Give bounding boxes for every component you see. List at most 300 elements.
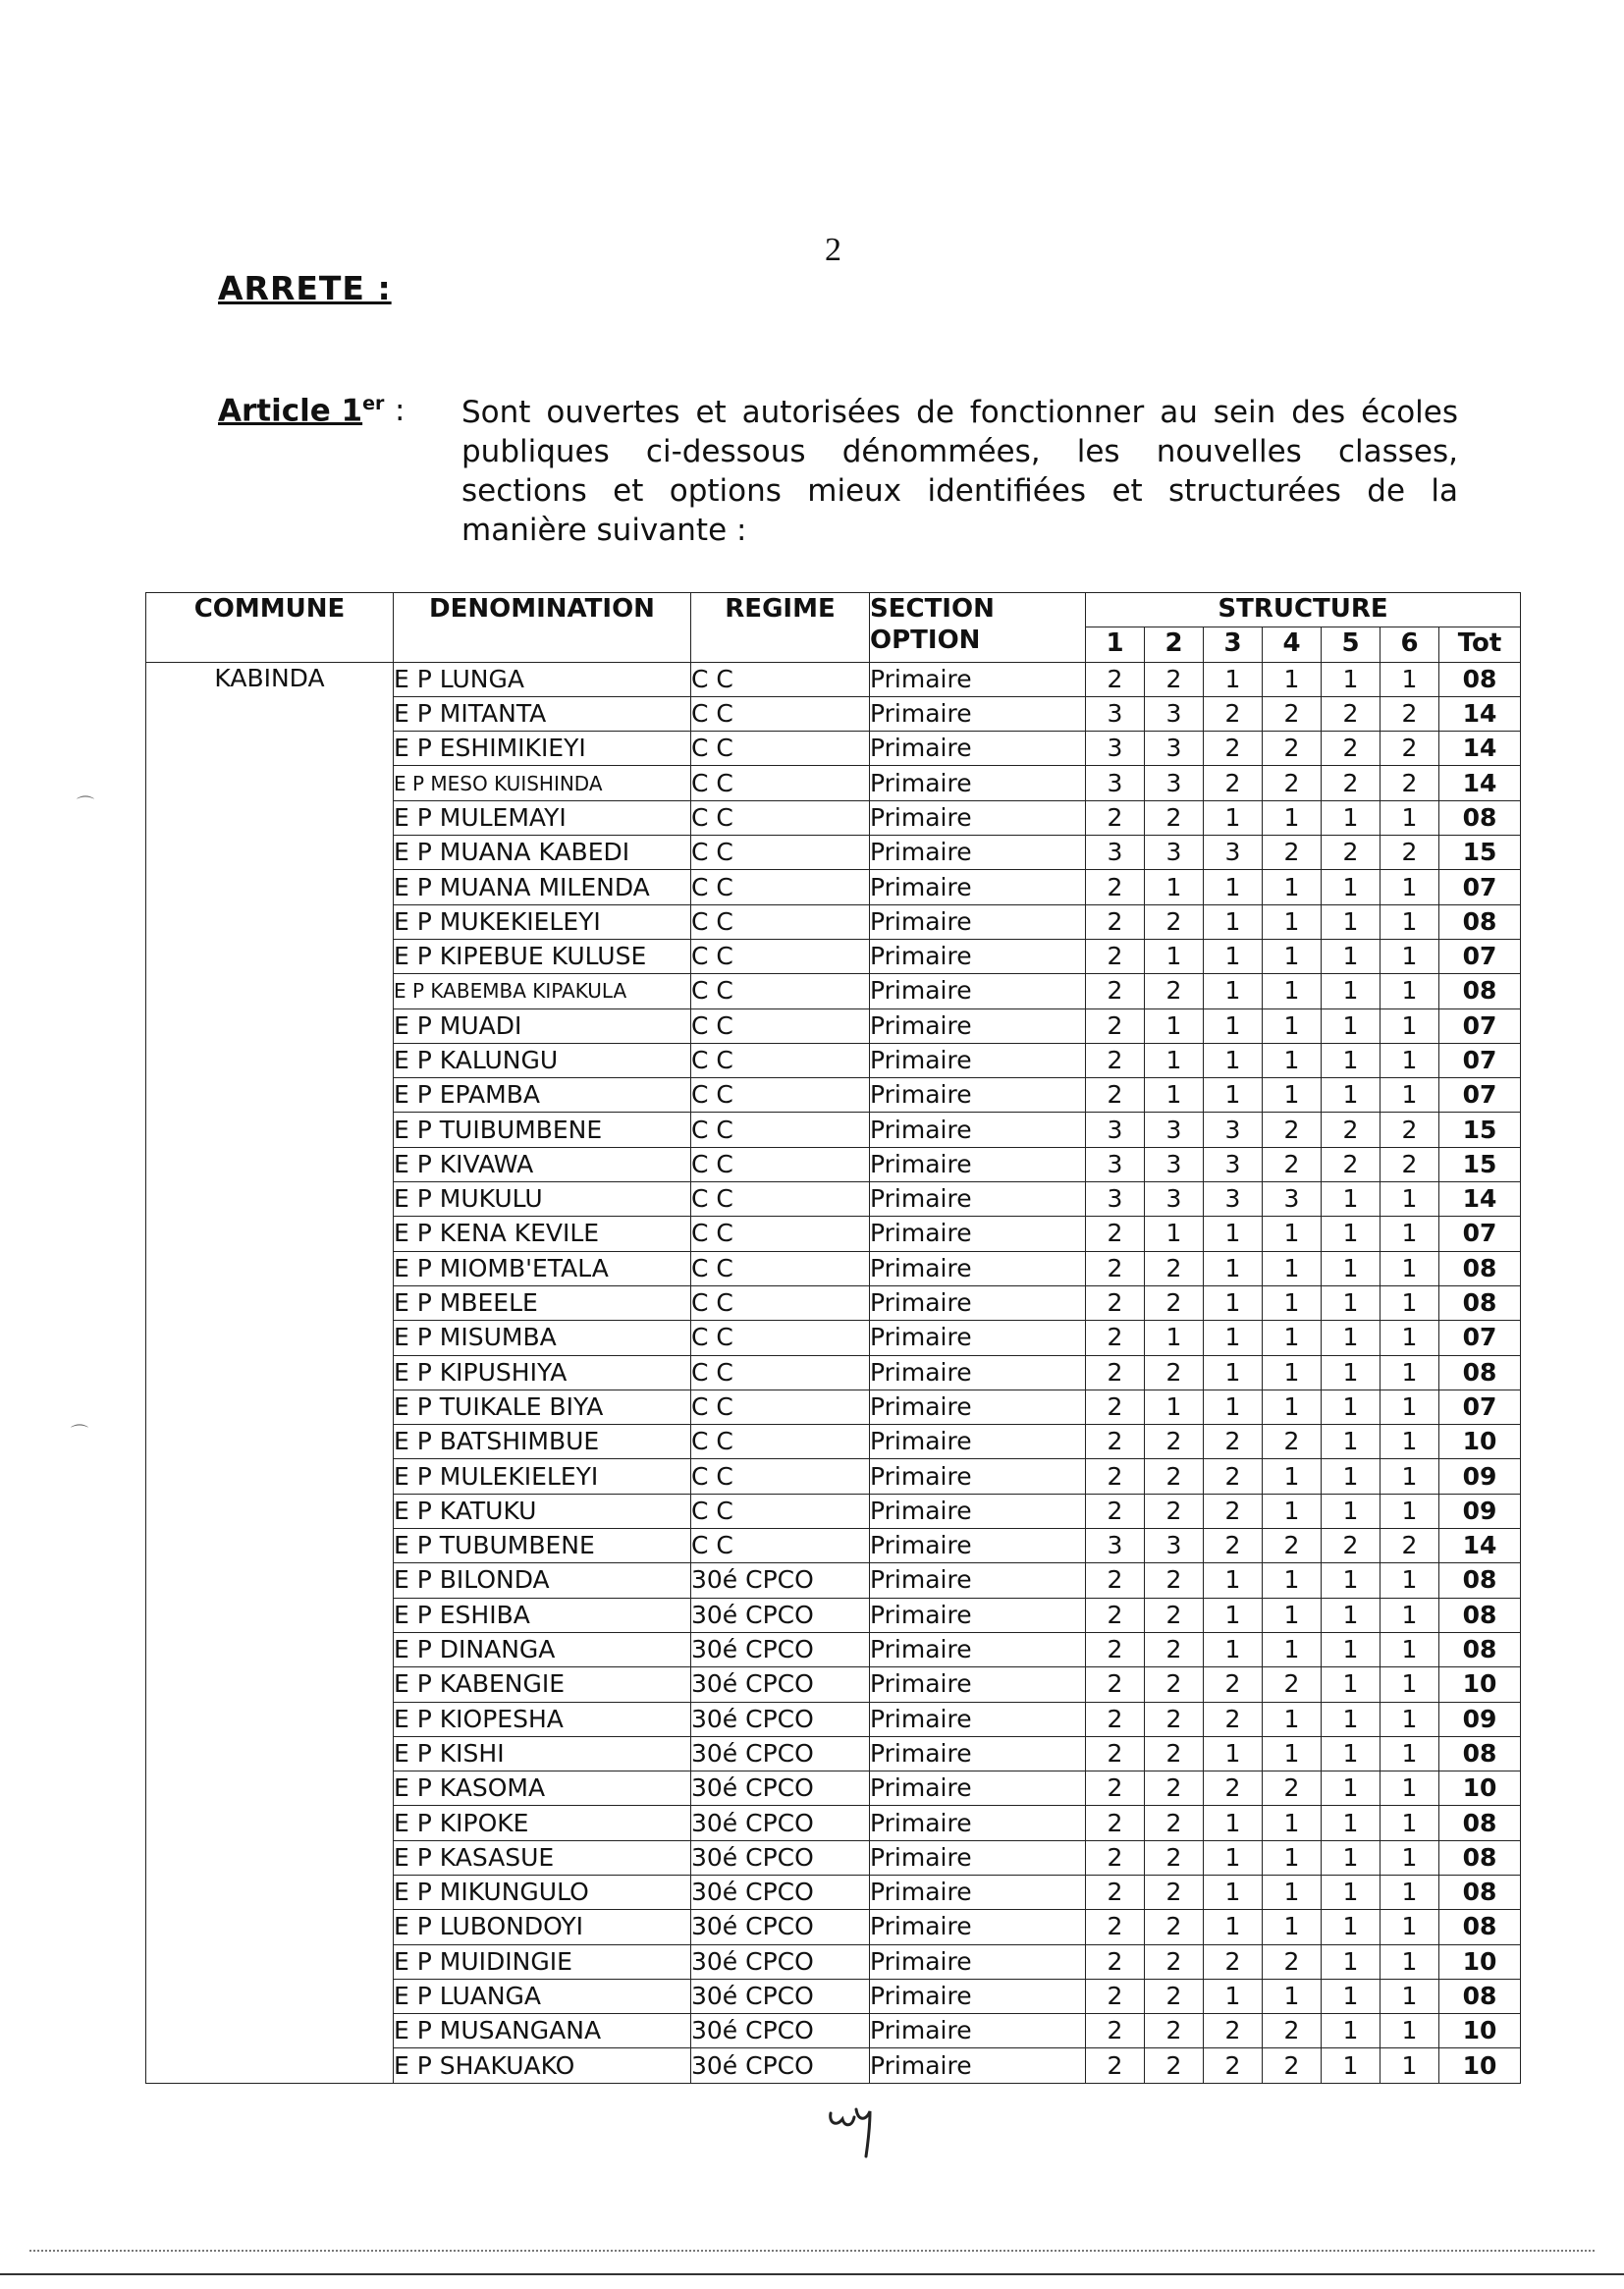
structure-cell-2: 3 [1145, 836, 1204, 870]
structure-cell-5: 1 [1322, 1979, 1380, 2013]
structure-cell-3: 1 [1204, 939, 1263, 973]
total-cell: 14 [1439, 732, 1521, 766]
structure-cell-1: 2 [1086, 904, 1145, 939]
structure-cell-3: 1 [1204, 1632, 1263, 1666]
total-cell: 08 [1439, 1910, 1521, 1944]
school-name-cell: E P TUIKALE BIYA [394, 1390, 691, 1424]
structure-cell-1: 2 [1086, 1390, 1145, 1424]
structure-cell-4: 1 [1263, 870, 1322, 904]
total-cell: 10 [1439, 2048, 1521, 2083]
regime-cell: C C [691, 1494, 870, 1528]
total-cell: 08 [1439, 904, 1521, 939]
structure-cell-3: 1 [1204, 1840, 1263, 1875]
school-name-cell: E P KIPUSHIYA [394, 1355, 691, 1390]
structure-cell-3: 1 [1204, 1806, 1263, 1840]
signature-initials [823, 2092, 892, 2160]
total-cell: 07 [1439, 1043, 1521, 1077]
structure-cell-5: 1 [1322, 1425, 1380, 1459]
total-cell: 10 [1439, 1944, 1521, 1979]
regime-cell: 30é CPCO [691, 1840, 870, 1875]
structure-cell-2: 3 [1145, 732, 1204, 766]
structure-cell-6: 2 [1380, 1529, 1439, 1563]
regime-cell: C C [691, 1078, 870, 1113]
structure-cell-3: 2 [1204, 1529, 1263, 1563]
structure-cell-5: 1 [1322, 1771, 1380, 1806]
school-name-cell: E P DINANGA [394, 1632, 691, 1666]
total-cell: 15 [1439, 1113, 1521, 1147]
structure-cell-5: 1 [1322, 1251, 1380, 1285]
total-cell: 07 [1439, 1390, 1521, 1424]
section-cell: Primaire [870, 1217, 1086, 1251]
header-col-3: 3 [1204, 627, 1263, 662]
regime-cell: 30é CPCO [691, 1910, 870, 1944]
school-name-cell: E P KIVAWA [394, 1147, 691, 1181]
structure-cell-4: 1 [1263, 904, 1322, 939]
structure-cell-3: 2 [1204, 696, 1263, 731]
structure-cell-1: 2 [1086, 1043, 1145, 1077]
school-name-cell: E P MUADI [394, 1008, 691, 1043]
regime-cell: C C [691, 1251, 870, 1285]
total-cell: 07 [1439, 1321, 1521, 1355]
structure-cell-3: 2 [1204, 732, 1263, 766]
total-cell: 08 [1439, 1840, 1521, 1875]
regime-cell: 30é CPCO [691, 1736, 870, 1771]
structure-cell-6: 1 [1380, 1043, 1439, 1077]
header-denomination: DENOMINATION [394, 593, 691, 663]
structure-cell-5: 1 [1322, 1910, 1380, 1944]
structure-cell-6: 1 [1380, 1355, 1439, 1390]
article-label-superscript: er [362, 393, 385, 414]
structure-cell-5: 1 [1322, 1078, 1380, 1113]
structure-cell-2: 1 [1145, 1217, 1204, 1251]
structure-cell-2: 2 [1145, 1494, 1204, 1528]
section-cell: Primaire [870, 904, 1086, 939]
section-cell: Primaire [870, 1667, 1086, 1702]
total-cell: 15 [1439, 1147, 1521, 1181]
regime-cell: C C [691, 1043, 870, 1077]
structure-cell-4: 1 [1263, 1910, 1322, 1944]
section-cell: Primaire [870, 1425, 1086, 1459]
structure-cell-5: 1 [1322, 1563, 1380, 1598]
structure-cell-4: 2 [1263, 1147, 1322, 1181]
structure-cell-4: 1 [1263, 974, 1322, 1008]
structure-cell-6: 1 [1380, 2014, 1439, 2048]
structure-cell-6: 1 [1380, 1182, 1439, 1217]
structure-cell-4: 1 [1263, 1494, 1322, 1528]
structure-cell-5: 2 [1322, 1113, 1380, 1147]
decree-heading: ARRETE : [218, 269, 392, 307]
structure-cell-4: 1 [1263, 1321, 1322, 1355]
regime-cell: 30é CPCO [691, 1771, 870, 1806]
school-name-cell: E P BILONDA [394, 1563, 691, 1598]
section-cell: Primaire [870, 696, 1086, 731]
section-cell: Primaire [870, 1910, 1086, 1944]
structure-cell-1: 2 [1086, 2014, 1145, 2048]
section-cell: Primaire [870, 1390, 1086, 1424]
structure-cell-4: 2 [1263, 732, 1322, 766]
structure-cell-2: 3 [1145, 1182, 1204, 1217]
structure-cell-5: 1 [1322, 1875, 1380, 1909]
structure-cell-6: 2 [1380, 1113, 1439, 1147]
header-col-1: 1 [1086, 627, 1145, 662]
school-name-cell: E P TUIBUMBENE [394, 1113, 691, 1147]
structure-cell-5: 1 [1322, 1736, 1380, 1771]
structure-cell-2: 2 [1145, 904, 1204, 939]
structure-cell-6: 2 [1380, 732, 1439, 766]
structure-cell-5: 1 [1322, 904, 1380, 939]
structure-cell-5: 1 [1322, 939, 1380, 973]
total-cell: 08 [1439, 1632, 1521, 1666]
structure-cell-2: 3 [1145, 1113, 1204, 1147]
structure-cell-2: 2 [1145, 800, 1204, 835]
structure-cell-3: 1 [1204, 800, 1263, 835]
structure-cell-1: 2 [1086, 662, 1145, 696]
regime-cell: C C [691, 1529, 870, 1563]
structure-cell-4: 1 [1263, 1285, 1322, 1320]
header-structure: STRUCTURE [1086, 593, 1521, 627]
school-name-cell: E P MIKUNGULO [394, 1875, 691, 1909]
structure-cell-6: 2 [1380, 766, 1439, 800]
total-cell: 08 [1439, 662, 1521, 696]
total-cell: 14 [1439, 766, 1521, 800]
regime-cell: 30é CPCO [691, 1563, 870, 1598]
section-cell: Primaire [870, 836, 1086, 870]
school-name-cell: E P SHAKUAKO [394, 2048, 691, 2083]
regime-cell: 30é CPCO [691, 1979, 870, 2013]
structure-cell-6: 2 [1380, 836, 1439, 870]
total-cell: 08 [1439, 1251, 1521, 1285]
structure-cell-6: 1 [1380, 1771, 1439, 1806]
structure-cell-6: 1 [1380, 1494, 1439, 1528]
school-name-cell: E P MUSANGANA [394, 2014, 691, 2048]
structure-cell-4: 1 [1263, 662, 1322, 696]
school-name-cell: E P KIOPESHA [394, 1702, 691, 1736]
total-cell: 07 [1439, 1217, 1521, 1251]
structure-cell-6: 1 [1380, 662, 1439, 696]
regime-cell: C C [691, 800, 870, 835]
structure-cell-5: 1 [1322, 1944, 1380, 1979]
structure-cell-2: 2 [1145, 1355, 1204, 1390]
header-regime: REGIME [691, 593, 870, 663]
school-name-cell: E P MUANA KABEDI [394, 836, 691, 870]
structure-cell-2: 1 [1145, 870, 1204, 904]
section-cell: Primaire [870, 1494, 1086, 1528]
school-name-cell: E P KIPOKE [394, 1806, 691, 1840]
regime-cell: C C [691, 696, 870, 731]
structure-cell-6: 1 [1380, 1910, 1439, 1944]
structure-cell-3: 1 [1204, 662, 1263, 696]
regime-cell: 30é CPCO [691, 1806, 870, 1840]
total-cell: 07 [1439, 939, 1521, 973]
structure-cell-6: 1 [1380, 974, 1439, 1008]
structure-cell-1: 2 [1086, 1078, 1145, 1113]
section-cell: Primaire [870, 1736, 1086, 1771]
header-col-4: 4 [1263, 627, 1322, 662]
structure-cell-1: 2 [1086, 800, 1145, 835]
structure-cell-5: 1 [1322, 662, 1380, 696]
section-cell: Primaire [870, 2048, 1086, 2083]
structure-cell-2: 3 [1145, 766, 1204, 800]
regime-cell: C C [691, 732, 870, 766]
school-name-cell: E P KIPEBUE KULUSE [394, 939, 691, 973]
structure-cell-1: 2 [1086, 1632, 1145, 1666]
section-cell: Primaire [870, 1321, 1086, 1355]
structure-cell-4: 1 [1263, 939, 1322, 973]
section-cell: Primaire [870, 1563, 1086, 1598]
regime-cell: C C [691, 939, 870, 973]
total-cell: 10 [1439, 2014, 1521, 2048]
structure-cell-6: 1 [1380, 2048, 1439, 2083]
school-name-cell: E P LUANGA [394, 1979, 691, 2013]
structure-cell-2: 2 [1145, 1840, 1204, 1875]
section-cell: Primaire [870, 766, 1086, 800]
commune-cell: KABINDA [146, 662, 394, 2083]
regime-cell: C C [691, 1217, 870, 1251]
structure-cell-1: 2 [1086, 1944, 1145, 1979]
structure-cell-1: 2 [1086, 1979, 1145, 2013]
structure-cell-6: 1 [1380, 1702, 1439, 1736]
regime-cell: C C [691, 1285, 870, 1320]
section-cell: Primaire [870, 1529, 1086, 1563]
structure-cell-1: 2 [1086, 1875, 1145, 1909]
regime-cell: C C [691, 662, 870, 696]
total-cell: 10 [1439, 1667, 1521, 1702]
regime-cell: C C [691, 1321, 870, 1355]
structure-cell-4: 2 [1263, 1113, 1322, 1147]
structure-cell-3: 2 [1204, 2014, 1263, 2048]
structure-cell-3: 1 [1204, 1078, 1263, 1113]
section-cell: Primaire [870, 939, 1086, 973]
section-cell: Primaire [870, 1008, 1086, 1043]
section-cell: Primaire [870, 1598, 1086, 1632]
regime-cell: 30é CPCO [691, 1702, 870, 1736]
structure-cell-4: 2 [1263, 836, 1322, 870]
total-cell: 08 [1439, 1285, 1521, 1320]
total-cell: 08 [1439, 1598, 1521, 1632]
school-name-cell: E P LUNGA [394, 662, 691, 696]
structure-cell-4: 1 [1263, 1632, 1322, 1666]
structure-cell-4: 1 [1263, 1702, 1322, 1736]
structure-cell-6: 1 [1380, 1667, 1439, 1702]
structure-cell-4: 1 [1263, 1459, 1322, 1494]
structure-cell-1: 2 [1086, 1702, 1145, 1736]
total-cell: 08 [1439, 1736, 1521, 1771]
structure-cell-1: 3 [1086, 1529, 1145, 1563]
structure-cell-5: 1 [1322, 2014, 1380, 2048]
structure-cell-3: 1 [1204, 1043, 1263, 1077]
structure-cell-6: 1 [1380, 1840, 1439, 1875]
article-colon: : [395, 393, 406, 428]
structure-cell-2: 2 [1145, 1632, 1204, 1666]
structure-cell-3: 2 [1204, 1459, 1263, 1494]
structure-cell-3: 1 [1204, 1008, 1263, 1043]
structure-cell-5: 1 [1322, 1459, 1380, 1494]
regime-cell: C C [691, 1182, 870, 1217]
structure-cell-3: 2 [1204, 1425, 1263, 1459]
school-name-cell: E P BATSHIMBUE [394, 1425, 691, 1459]
structure-cell-5: 1 [1322, 1043, 1380, 1077]
structure-cell-5: 1 [1322, 974, 1380, 1008]
structure-cell-4: 2 [1263, 696, 1322, 731]
structure-cell-4: 1 [1263, 1355, 1322, 1390]
structure-cell-4: 1 [1263, 1806, 1322, 1840]
structure-cell-3: 1 [1204, 870, 1263, 904]
structure-cell-4: 1 [1263, 1736, 1322, 1771]
structure-cell-4: 1 [1263, 1840, 1322, 1875]
structure-cell-2: 2 [1145, 1598, 1204, 1632]
structure-cell-3: 1 [1204, 1910, 1263, 1944]
regime-cell: C C [691, 1355, 870, 1390]
structure-cell-4: 1 [1263, 1598, 1322, 1632]
structure-cell-3: 3 [1204, 1147, 1263, 1181]
school-name-cell: E P MUIDINGIE [394, 1944, 691, 1979]
structure-cell-6: 1 [1380, 1078, 1439, 1113]
regime-cell: 30é CPCO [691, 2048, 870, 2083]
total-cell: 09 [1439, 1702, 1521, 1736]
structure-cell-5: 1 [1322, 1494, 1380, 1528]
regime-cell: C C [691, 836, 870, 870]
school-name-cell: E P MULEMAYI [394, 800, 691, 835]
section-cell: Primaire [870, 1078, 1086, 1113]
school-name-cell: E P MUANA MILENDA [394, 870, 691, 904]
total-cell: 14 [1439, 1182, 1521, 1217]
structure-cell-1: 2 [1086, 1563, 1145, 1598]
total-cell: 10 [1439, 1771, 1521, 1806]
section-cell: Primaire [870, 1251, 1086, 1285]
structure-cell-6: 2 [1380, 696, 1439, 731]
section-cell: Primaire [870, 800, 1086, 835]
total-cell: 08 [1439, 800, 1521, 835]
total-cell: 07 [1439, 1078, 1521, 1113]
structure-cell-1: 3 [1086, 1147, 1145, 1181]
school-name-cell: E P TUBUMBENE [394, 1529, 691, 1563]
total-cell: 08 [1439, 1563, 1521, 1598]
structure-cell-5: 2 [1322, 696, 1380, 731]
structure-cell-2: 2 [1145, 1563, 1204, 1598]
structure-cell-6: 1 [1380, 1390, 1439, 1424]
structure-cell-1: 2 [1086, 1285, 1145, 1320]
structure-cell-5: 2 [1322, 1147, 1380, 1181]
structure-cell-5: 2 [1322, 766, 1380, 800]
structure-cell-2: 1 [1145, 1078, 1204, 1113]
regime-cell: C C [691, 870, 870, 904]
structure-cell-6: 1 [1380, 1321, 1439, 1355]
regime-cell: 30é CPCO [691, 1875, 870, 1909]
structure-cell-4: 2 [1263, 1425, 1322, 1459]
article-label-text: Article 1 [218, 393, 363, 429]
structure-cell-2: 2 [1145, 1736, 1204, 1771]
structure-cell-5: 1 [1322, 870, 1380, 904]
structure-cell-3: 2 [1204, 1494, 1263, 1528]
structure-cell-5: 1 [1322, 2048, 1380, 2083]
structure-cell-1: 3 [1086, 696, 1145, 731]
structure-cell-3: 1 [1204, 1598, 1263, 1632]
structure-cell-6: 1 [1380, 1217, 1439, 1251]
structure-cell-3: 1 [1204, 974, 1263, 1008]
section-cell: Primaire [870, 1702, 1086, 1736]
header-col-tot: Tot [1439, 627, 1521, 662]
section-cell: Primaire [870, 2014, 1086, 2048]
structure-cell-2: 1 [1145, 1008, 1204, 1043]
regime-cell: 30é CPCO [691, 1632, 870, 1666]
school-name-cell: E P KENA KEVILE [394, 1217, 691, 1251]
structure-cell-1: 3 [1086, 1113, 1145, 1147]
structure-cell-3: 1 [1204, 1979, 1263, 2013]
total-cell: 07 [1439, 1008, 1521, 1043]
school-name-cell: E P KATUKU [394, 1494, 691, 1528]
structure-cell-2: 1 [1145, 1043, 1204, 1077]
structure-cell-5: 2 [1322, 732, 1380, 766]
structure-cell-3: 2 [1204, 766, 1263, 800]
regime-cell: C C [691, 1113, 870, 1147]
header-section-option [870, 593, 1086, 663]
structure-cell-3: 1 [1204, 1563, 1263, 1598]
structure-cell-1: 2 [1086, 974, 1145, 1008]
regime-cell: C C [691, 1459, 870, 1494]
structure-cell-6: 1 [1380, 1944, 1439, 1979]
structure-cell-4: 2 [1263, 2048, 1322, 2083]
total-cell: 14 [1439, 1529, 1521, 1563]
total-cell: 08 [1439, 1979, 1521, 2013]
structure-cell-6: 1 [1380, 1459, 1439, 1494]
margin-mark: ⌒ [77, 795, 94, 816]
structure-cell-6: 1 [1380, 1563, 1439, 1598]
section-cell: Primaire [870, 1840, 1086, 1875]
section-cell: Primaire [870, 1806, 1086, 1840]
article-text: Sont ouvertes et autorisées de fonctionner au sein des écoles publiques ci-dessous dénommées, les nouvelles classes, sections et options mieux identifiées et structurées de la manière suivante : [461, 395, 1458, 548]
structure-cell-4: 2 [1263, 1667, 1322, 1702]
total-cell: 09 [1439, 1459, 1521, 1494]
structure-cell-3: 3 [1204, 836, 1263, 870]
section-cell: Primaire [870, 1182, 1086, 1217]
structure-cell-1: 2 [1086, 1736, 1145, 1771]
structure-cell-4: 1 [1263, 1390, 1322, 1424]
regime-cell: C C [691, 1425, 870, 1459]
structure-cell-3: 1 [1204, 1251, 1263, 1285]
structure-cell-2: 2 [1145, 1806, 1204, 1840]
regime-cell: C C [691, 1008, 870, 1043]
table-row [146, 662, 1521, 696]
structure-cell-3: 2 [1204, 1771, 1263, 1806]
structure-cell-2: 2 [1145, 1979, 1204, 2013]
structure-cell-6: 1 [1380, 870, 1439, 904]
structure-cell-6: 1 [1380, 1875, 1439, 1909]
structure-cell-5: 1 [1322, 800, 1380, 835]
header-section: SECTION [870, 594, 995, 624]
article-label [218, 393, 384, 428]
structure-cell-2: 3 [1145, 1529, 1204, 1563]
structure-cell-3: 2 [1204, 1702, 1263, 1736]
structure-cell-1: 3 [1086, 836, 1145, 870]
structure-cell-5: 1 [1322, 1598, 1380, 1632]
school-name-cell: E P MITANTA [394, 696, 691, 731]
school-name-cell: E P MESO KUISHINDA [394, 766, 691, 800]
structure-cell-3: 1 [1204, 1285, 1263, 1320]
school-name-cell: E P MUKEKIELEYI [394, 904, 691, 939]
school-name-cell: E P KASOMA [394, 1771, 691, 1806]
structure-cell-2: 2 [1145, 1285, 1204, 1320]
structure-cell-1: 2 [1086, 1494, 1145, 1528]
header-col-5: 5 [1322, 627, 1380, 662]
structure-cell-6: 1 [1380, 1008, 1439, 1043]
structure-cell-6: 1 [1380, 1425, 1439, 1459]
section-cell: Primaire [870, 1459, 1086, 1494]
structure-cell-5: 1 [1322, 1667, 1380, 1702]
structure-cell-3: 1 [1204, 1390, 1263, 1424]
section-cell: Primaire [870, 1355, 1086, 1390]
structure-cell-1: 2 [1086, 939, 1145, 973]
structure-cell-1: 2 [1086, 1667, 1145, 1702]
